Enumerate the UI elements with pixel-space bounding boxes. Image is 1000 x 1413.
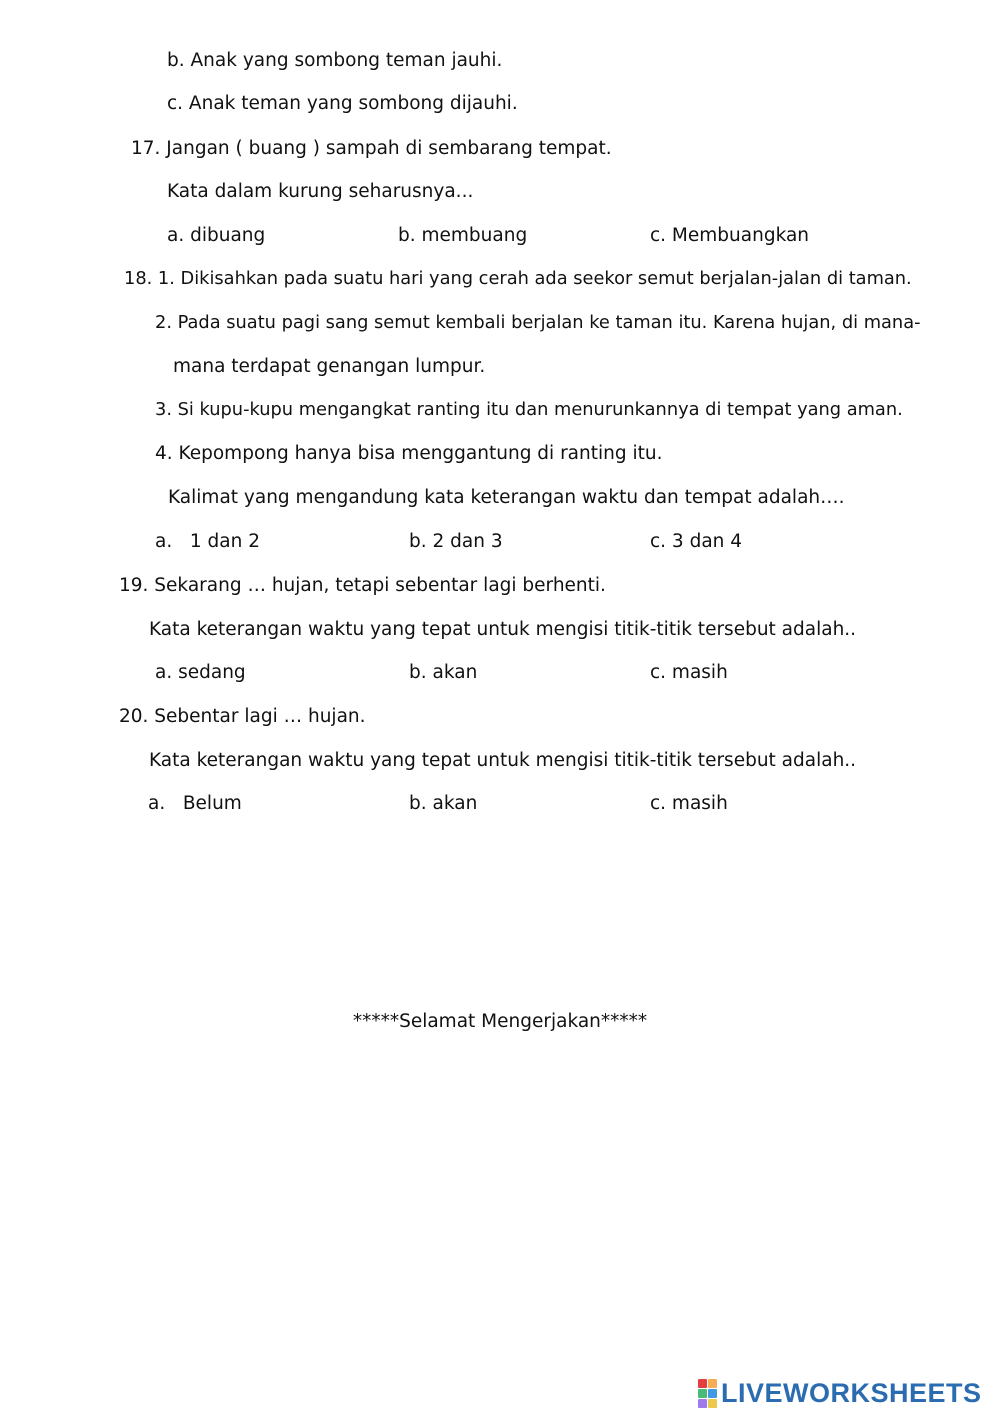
q19-stem: 19. Sekarang … hujan, tetapi sebentar lagi berhenti. — [119, 575, 606, 596]
q19-option-b: b. akan — [409, 662, 478, 683]
q18-option-b: b. 2 dan 3 — [409, 531, 503, 552]
q19-option-a: a. sedang — [155, 662, 246, 683]
closing-message: *****Selamat Mengerjakan***** — [352, 1011, 648, 1032]
q17-stem: 17. Jangan ( buang ) sampah di sembarang tempat. — [131, 138, 612, 159]
q18-sentence-1: 18. 1. Dikisahkan pada suatu hari yang cerah ada seekor semut berjalan-jalan di taman. — [124, 268, 912, 289]
q18-option-c: c. 3 dan 4 — [650, 531, 743, 552]
q20-option-a: a. Belum — [148, 793, 242, 814]
q19-prompt: Kata keterangan waktu yang tepat untuk mengisi titik-titik tersebut adalah.. — [149, 619, 857, 640]
q18-option-a: a. 1 dan 2 — [155, 531, 260, 552]
q20-stem: 20. Sebentar lagi … hujan. — [119, 706, 366, 727]
q19-option-c: c. masih — [650, 662, 728, 683]
q16-option-b: b. Anak yang sombong teman jauhi. — [167, 50, 503, 71]
q20-option-c: c. masih — [650, 793, 728, 814]
q17-option-a: a. dibuang — [167, 225, 266, 246]
liveworksheets-logo-icon — [698, 1379, 717, 1408]
q18-sentence-2: 2. Pada suatu pagi sang semut kembali berjalan ke taman itu. Karena hujan, di mana- — [155, 312, 921, 333]
q18-sentence-2-cont: mana terdapat genangan lumpur. — [173, 356, 486, 377]
liveworksheets-logo-text: LIVEWORKSHEETS — [721, 1378, 982, 1408]
q18-sentence-4: 4. Kepompong hanya bisa menggantung di ranting itu. — [155, 443, 663, 464]
q17-option-b: b. membuang — [398, 225, 528, 246]
q16-option-c: c. Anak teman yang sombong dijauhi. — [167, 93, 518, 114]
q20-prompt: Kata keterangan waktu yang tepat untuk mengisi titik-titik tersebut adalah.. — [149, 750, 857, 771]
q18-sentence-3: 3. Si kupu-kupu mengangkat ranting itu dan menurunkannya di tempat yang aman. — [155, 399, 903, 420]
q20-option-b: b. akan — [409, 793, 478, 814]
q17-option-c: c. Membuangkan — [650, 225, 810, 246]
q18-prompt: Kalimat yang mengandung kata keterangan waktu dan tempat adalah…. — [168, 487, 845, 508]
q17-prompt: Kata dalam kurung seharusnya... — [167, 181, 474, 202]
liveworksheets-logo — [698, 1378, 982, 1408]
